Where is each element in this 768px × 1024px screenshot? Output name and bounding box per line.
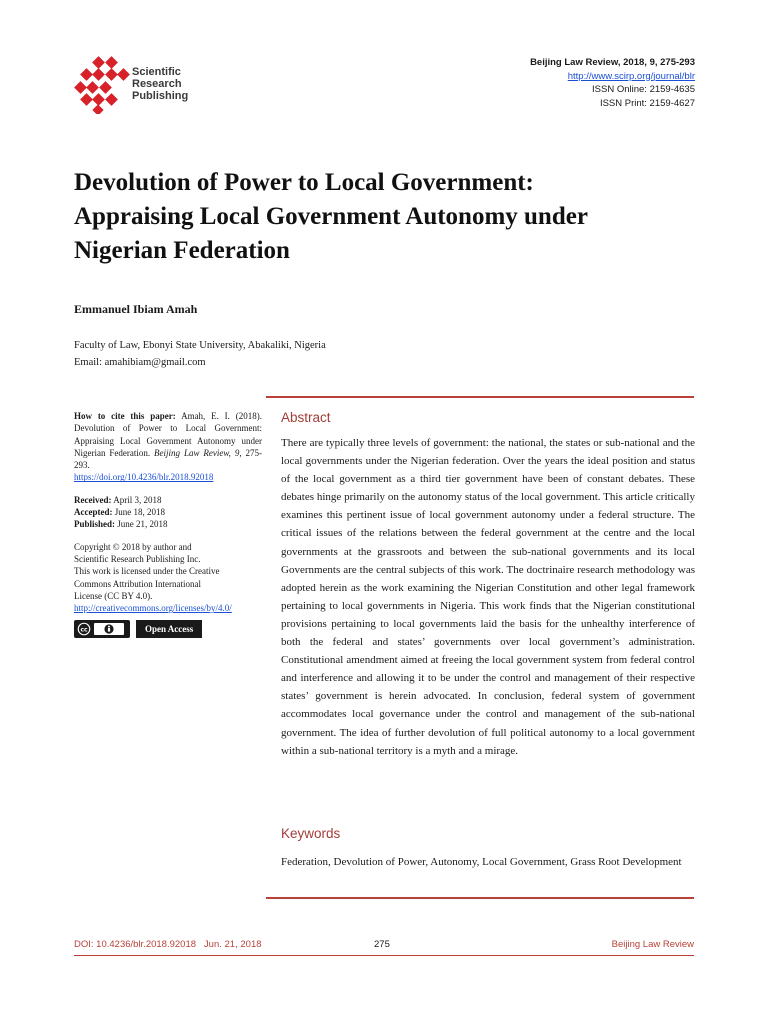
keywords-heading: Keywords	[281, 826, 341, 841]
dates-block	[74, 494, 262, 531]
title-line: Appraising Local Government Autonomy under	[74, 203, 588, 230]
published-date: June 21, 2018	[115, 519, 168, 530]
publisher-name-line: Publishing	[132, 90, 189, 102]
issn-online: ISSN Online: 2159-4635	[592, 84, 695, 95]
copyright-line: License (CC BY 4.0).	[74, 590, 153, 601]
open-access-badge: Open Access	[136, 620, 202, 638]
journal-citation: Beijing Law Review, 2018, 9, 275-293	[530, 57, 695, 68]
section-divider	[266, 897, 694, 899]
license-badges	[74, 620, 262, 638]
cite-journal: Beijing Law Review, 9,	[154, 447, 242, 458]
section-divider	[266, 396, 694, 398]
copyright-line: Commons Attribution International	[74, 578, 201, 589]
copyright-line: Copyright © 2018 by author and	[74, 541, 192, 552]
publisher-name-line: Research	[132, 78, 182, 90]
article-sidebar	[74, 410, 262, 648]
footer-doi: DOI: 10.4236/blr.2018.92018 Jun. 21, 2018	[74, 939, 262, 950]
cite-label: How to cite this paper:	[74, 411, 176, 421]
svg-text:cc: cc	[80, 626, 88, 634]
cite-pages: 275-293.	[74, 447, 262, 471]
issn-print: ISSN Print: 2159-4627	[599, 97, 695, 109]
footer-divider	[74, 955, 694, 956]
scirp-diamond-logo-icon	[74, 56, 132, 114]
author-affiliation	[74, 337, 326, 371]
received-label: Received:	[74, 494, 112, 505]
abstract-heading: Abstract	[281, 410, 331, 425]
citation-block	[74, 410, 262, 484]
received-date: April 3, 2018	[111, 494, 162, 505]
license-link[interactable]: http://creativecommons.org/licenses/by/4.0/	[74, 603, 232, 614]
copyright-block	[74, 541, 262, 639]
publisher-name	[132, 66, 188, 102]
author-name: Emmanuel Ibiam Amah	[74, 302, 198, 316]
copyright-line: Scientific Research Publishing Inc.	[74, 553, 201, 564]
title-line: Devolution of Power to Local Government:	[74, 169, 534, 196]
title-line: Nigerian Federation	[74, 237, 290, 264]
accepted-label: Accepted:	[74, 507, 113, 518]
published-label: Published:	[74, 519, 116, 530]
journal-url-link[interactable]: http://www.scirp.org/journal/blr	[567, 70, 695, 82]
creative-commons-icon	[77, 622, 91, 636]
doi-link[interactable]: https://doi.org/10.4236/blr.2018.92018	[74, 472, 214, 483]
publisher-logo	[74, 56, 204, 114]
cc-by-badge[interactable]	[74, 620, 130, 638]
attribution-icon	[94, 623, 124, 635]
abstract-text: There are typically three levels of government: the national, the states or sub-national and the local governments under the Nigerian federation. Over the years the ideal position and status of the local government as a third tier government have been of constant debates. These debates hinge primarily on the autonomy status of the local government. This article critically examines this pertinent issue of local government autonomy under a federal structure. The critical issues of the relations between the federal government at the centre and the local governments at the grassroots and between the sub-national governments and its local Governments are the central subjects of this work. The doctrinaire research methodology was adopted herein as the work examining the Nigerian Constitution and other legal framework pertaining to local governments in Nigeria. This work finds that the Nigerian constitutional provisions pertaining to local governments laid the basis for the unhealthy interference of both the federal and states’ governments over local government’s administration. Constitutional amendment aimed at freeing the local government system from federal control and interference and allowing it to be under the control and management of their respective states’ government is herein advocated. In conclusion, federal system of government accommodates local governance under the control and management of the sub-national government. The idea of further devolution of full political autonomy to a local government within a sub-national territory is a myth and a mirage.	[281, 437, 695, 757]
copyright-line: This work is licensed under the Creative	[74, 566, 220, 577]
keywords-text: Federation, Devolution of Power, Autonomy, Local Government, Grass Root Development	[281, 856, 682, 868]
cite-text: Amah, E. I. (2018). Devolution of Power to Local Government: Appraising Local Government Autonomy under Nigerian Federation.	[74, 411, 262, 458]
publisher-name-line: Scientific	[132, 66, 181, 78]
journal-info	[530, 56, 695, 110]
page-number: 275	[374, 939, 390, 950]
footer-journal: Beijing Law Review	[611, 939, 694, 950]
affiliation: Faculty of Law, Ebonyi State University, Abakaliki, Nigeria	[74, 340, 326, 351]
author-email: Email: amahibiam@gmail.com	[74, 357, 206, 368]
article-title	[74, 166, 714, 268]
accepted-date: June 18, 2018	[112, 507, 165, 518]
